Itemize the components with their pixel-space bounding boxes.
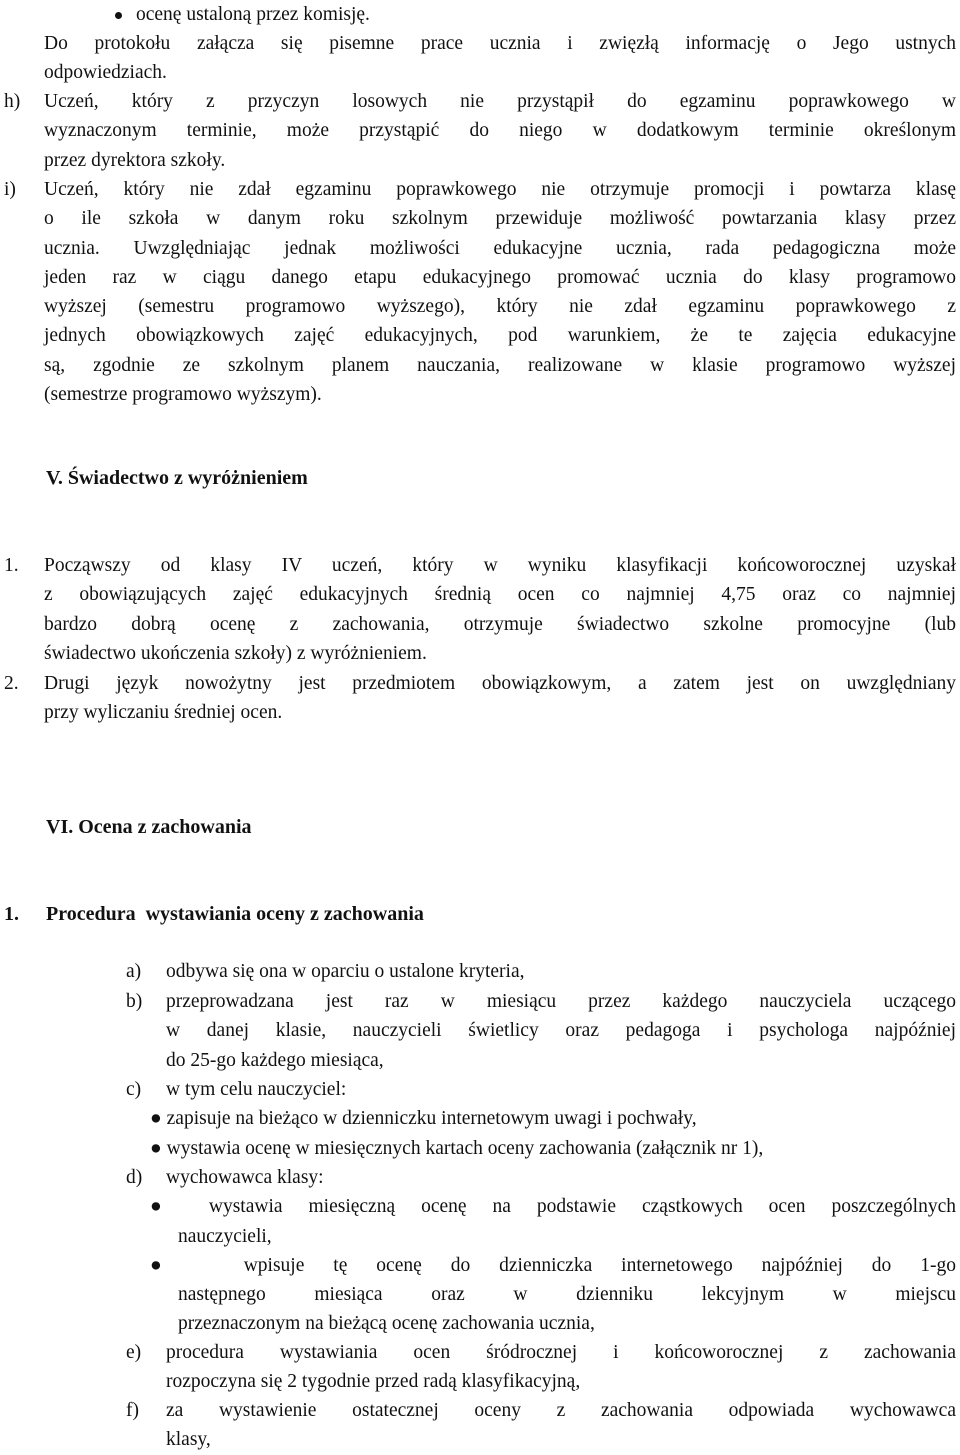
list-label: a) [126,961,142,982]
text-line: Do protokołu załącza się pisemne prace ucznia i zwięzłą informację o Jego ustnych [44,33,956,54]
list-label: 1. [4,555,19,576]
text-line: przeznaczonym na bieżącą ocenę zachowania ucznia, [178,1313,595,1335]
text-line: Uczeń, który nie zdał egzaminu poprawkowego nie otrzymuje promocji i powtarza klasę [44,179,956,200]
text-line: bardzo dobrą ocenę z zachowania, otrzymuje świadectwo szkolne promocyjne (lub [44,613,956,635]
text-line: przeprowadzana jest raz w miesiącu przez każdego nauczyciela uczącego [166,991,956,1012]
text-line: świadectwo ukończenia szkoły) z wyróżnieniem. [44,642,427,664]
text-line: o ile szkoła w danym roku szkolnym przewiduje możliwość powtarzania klasy przez [44,208,956,230]
list-label: 1. [4,903,19,925]
list-label: b) [126,991,143,1012]
bullet-item: ● zapisuje na bieżąco w dzienniczku internetowym uwagi i pochwały, [150,1108,697,1129]
bullet-item: ● wystawia ocenę w miesięcznych kartach oceny zachowania (załącznik nr 1), [150,1138,764,1159]
text-line: z obowiązujących zajęć edukacyjnych średnią ocen co najmniej 4,75 oraz co najmniej [44,584,956,606]
text-line: wyższej (semestru programowo wyższego), który nie zdał egzaminu poprawkowego z [44,296,956,318]
text-line: wychowawca klasy: [166,1167,324,1188]
list-label: 2. [4,673,19,694]
text-line: Począwszy od klasy IV uczeń, który w wyniku klasyfikacji końcoworocznej uzyskał [44,555,956,576]
protocol-paragraph [44,29,956,88]
text-line: są, zgodnie ze szkolnym planem nauczania, realizowane w klasie programowo wyższej [44,354,956,376]
text-line: Uczeń, który z przyczyn losowych nie przystąpił do egzaminu poprawkowego w [44,91,956,112]
list-label: e) [126,1342,142,1363]
text-line: za wystawienie ostatecznej oceny z zachowania odpowiada wychowawca [166,1400,956,1421]
list-label: i) [4,179,16,200]
list-label: f) [126,1400,139,1421]
text-line: nauczycieli, [178,1226,272,1247]
text-line: jednych obowiązkowych zajęć edukacyjnych, pod warunkiem, że te zajęcia edukacyjne [44,325,956,347]
text-line: odbywa się ona w oparciu o ustalone kryteria, [166,961,525,982]
text-line: ucznia. Uwzględniając jednak możliwości edukacyjne ucznia, rada pedagogiczna może [44,237,956,259]
text-line: klasy, [166,1429,211,1451]
text-line: Drugi język nowożytny jest przedmiotem obowiązkowym, a zatem jest on uwzględniany [44,673,956,694]
text-line: przez dyrektora szkoły. [44,149,226,171]
text-line: do 25-go każdego miesiąca, [166,1049,384,1071]
text-line: odpowiedziach. [44,62,167,84]
bullet-text: ocenę ustaloną przez komisję. [136,4,370,25]
list-label: h) [4,91,21,112]
list-label: c) [126,1079,142,1100]
procedure-title: Procedura wystawiania oceny z zachowania [46,903,424,925]
text-line: przy wyliczaniu średniej ocen. [44,702,283,724]
bullet-item: ● wpisuje tę ocenę do dzienniczka internetowego najpóźniej do 1-go [150,1255,956,1276]
text-line: rozpoczyna się 2 tygodnie przed radą klasyfikacyjną, [166,1371,581,1393]
bullet-icon [115,12,122,19]
section-vi-heading: VI. Ocena z zachowania [46,816,252,838]
text-line: (semestrze programowo wyższym). [44,384,322,406]
text-line: w danej klasie, nauczycieli świetlicy oraz pedagoga i psychologa najpóźniej [166,1020,956,1042]
section-v-heading: V. Świadectwo z wyróżnieniem [46,467,308,489]
text-line: jeden raz w ciągu danego etapu edukacyjnego promować ucznia do klasy programowo [44,266,956,288]
text-line: wyznaczonym terminie, może przystąpić do niego w dodatkowym terminie określonym [44,120,956,142]
text-line: następnego miesiąca oraz w dzienniku lekcyjnym w miejscu [178,1284,956,1305]
list-label: d) [126,1167,143,1188]
bullet-item: ● wystawia miesięczną ocenę na podstawie cząstkowych ocen poszczególnych [150,1196,956,1217]
text-line: procedura wystawiania ocen śródrocznej i końcoworocznej z zachowania [166,1342,956,1363]
text-line: w tym celu nauczyciel: [166,1079,347,1100]
